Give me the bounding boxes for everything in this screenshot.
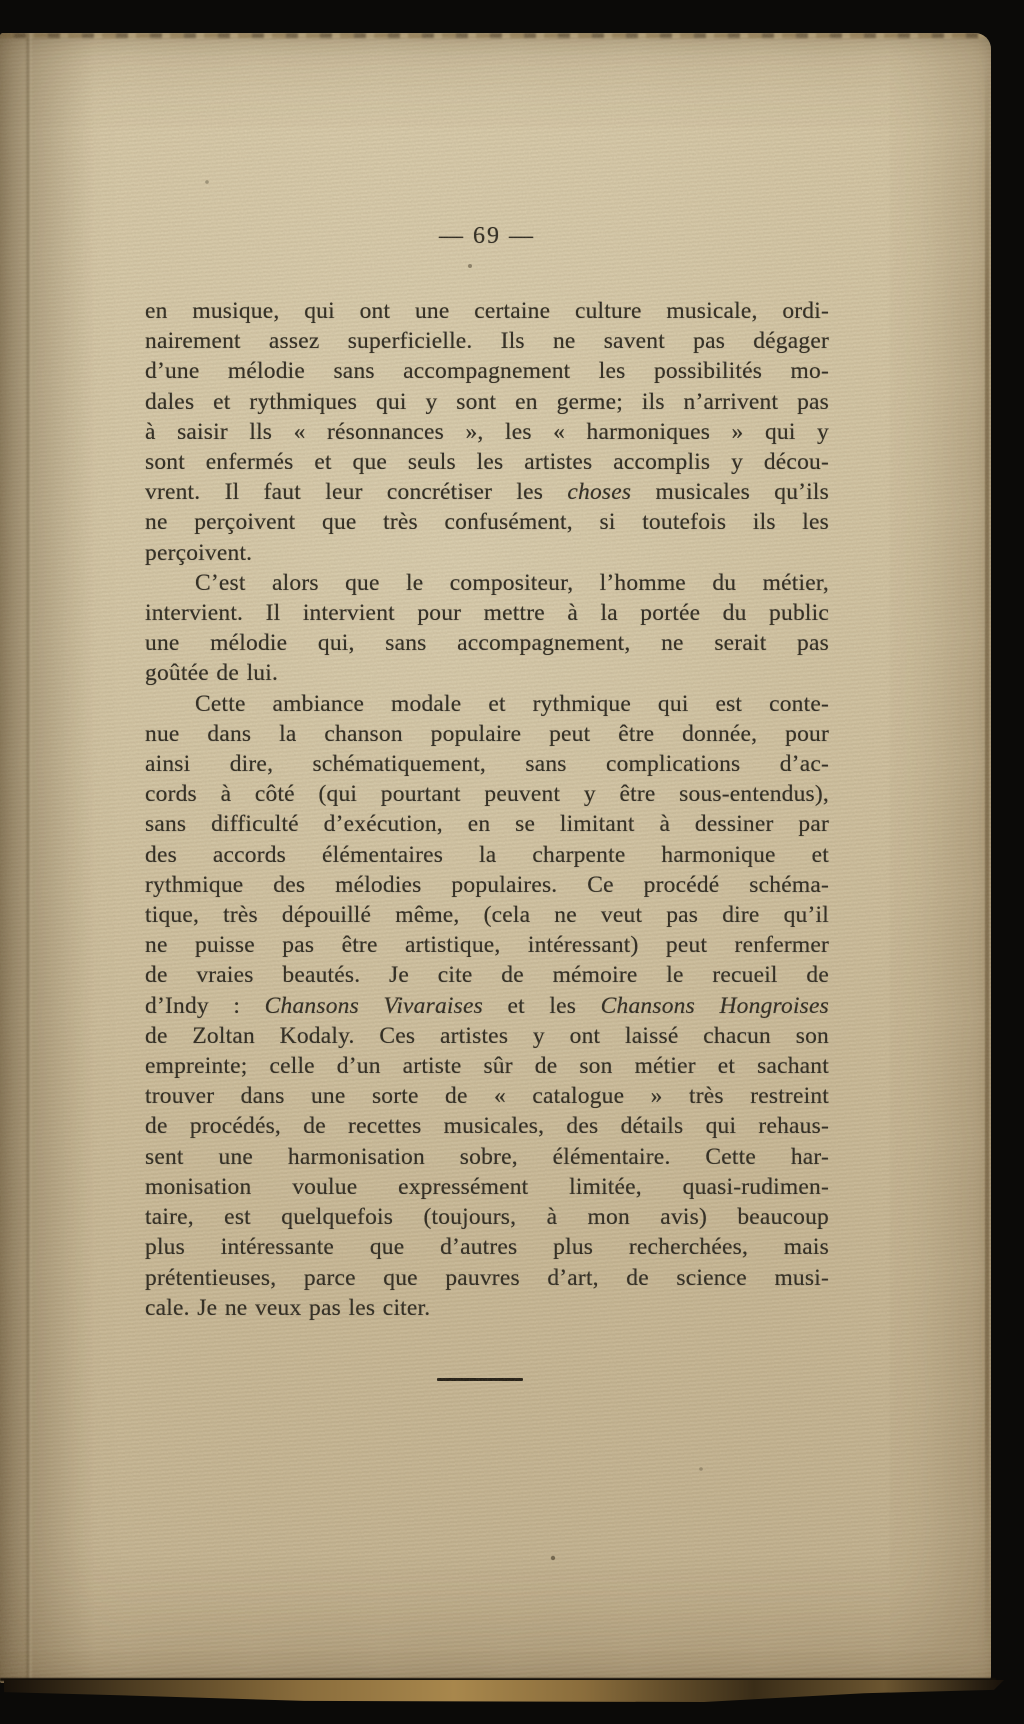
text-segment: de vraies beautés. Je cite de mémoire le recueil de bbox=[145, 962, 829, 989]
text-line bbox=[145, 658, 829, 688]
text-segment: ne perçoivent que très confusément, si toutefois ils les bbox=[145, 509, 829, 536]
text-line bbox=[145, 447, 829, 477]
text-line bbox=[145, 507, 829, 537]
text-segment: une mélodie qui, sans accompagnement, ne serait pas bbox=[145, 630, 829, 657]
text-line bbox=[145, 1021, 829, 1051]
text-segment: nue dans la chanson populaire peut être donnée, pour bbox=[145, 720, 829, 747]
text-line bbox=[145, 779, 829, 809]
text-segment: et les bbox=[482, 992, 601, 1019]
text-line bbox=[145, 568, 829, 598]
text-segment: musicales qu’ils bbox=[631, 479, 829, 506]
paper-specks bbox=[0, 33, 2, 35]
text-segment: empreinte; celle d’un artiste sûr de son métier et sachant bbox=[145, 1053, 829, 1080]
end-of-section-rule bbox=[437, 1378, 523, 1381]
text-line bbox=[145, 1293, 829, 1323]
text-line bbox=[145, 809, 829, 839]
text-line bbox=[145, 1263, 829, 1293]
text-segment: goûtée de lui. bbox=[145, 660, 279, 687]
text-line bbox=[145, 628, 829, 658]
text-line bbox=[145, 840, 829, 870]
text-line bbox=[145, 991, 829, 1021]
page-stack-edge bbox=[4, 1680, 1004, 1702]
text-segment: sont enfermés et que seuls les artistes accomplis y décou- bbox=[145, 449, 829, 476]
text-segment: ainsi dire, schématiquement, sans complications d’ac- bbox=[145, 751, 829, 778]
text-line bbox=[145, 900, 829, 930]
text-segment: d’une mélodie sans accompagnement les possibilités mo- bbox=[145, 358, 829, 385]
text-line bbox=[145, 719, 829, 749]
text-line bbox=[145, 1202, 829, 1232]
text-line bbox=[145, 1051, 829, 1081]
text-segment: en musique, qui ont une certaine culture musicale, ordi- bbox=[145, 298, 829, 324]
text-segment: des accords élémentaires la charpente harmonique et bbox=[145, 841, 829, 868]
text-segment: dales et rythmiques qui y sont en germe; ils n’arrivent pas bbox=[145, 388, 829, 415]
text-line bbox=[145, 1142, 829, 1172]
page-text bbox=[145, 296, 829, 1323]
text-segment: sans difficulté d’exécution, en se limitant à dessiner par bbox=[145, 811, 829, 838]
paragraph bbox=[145, 689, 829, 1323]
text-line bbox=[145, 1172, 829, 1202]
text-segment: perçoivent. bbox=[145, 539, 253, 566]
italic-text-segment: Chansons Vivaraises bbox=[264, 992, 483, 1019]
text-line bbox=[145, 1111, 829, 1141]
text-segment: taire, est quelquefois (toujours, à mon avis) beaucoup bbox=[145, 1204, 829, 1231]
text-segment: rythmique des mélodies populaires. Ce procédé schéma- bbox=[145, 871, 829, 898]
binding-gutter-shadow bbox=[0, 33, 95, 1683]
text-line bbox=[145, 356, 829, 386]
text-segment: de procédés, de recettes musicales, des détails qui rehaus- bbox=[145, 1113, 829, 1140]
text-line bbox=[145, 1081, 829, 1111]
paragraph bbox=[145, 568, 829, 689]
text-segment: à saisir lls « résonnances », les « harmoniques » qui y bbox=[145, 418, 829, 445]
page-number: — 69 — bbox=[439, 223, 535, 249]
text-line bbox=[145, 477, 829, 507]
text-segment: C’est alors que le compositeur, l’homme du métier, bbox=[195, 569, 829, 596]
page-right-edge-shadow bbox=[985, 63, 989, 1643]
text-segment: d’Indy : bbox=[145, 992, 265, 1019]
text-segment: ne puisse pas être artistique, intéressant) peut renfermer bbox=[145, 932, 829, 959]
deckle-top-edge bbox=[0, 33, 991, 38]
text-segment: nairement assez superficielle. Ils ne savent pas dégager bbox=[145, 328, 829, 355]
text-segment: plus intéressante que d’autres plus recherchées, mais bbox=[145, 1234, 829, 1261]
text-segment: tique, très dépouillé même, (cela ne veut pas dire qu’il bbox=[145, 902, 829, 929]
text-line bbox=[145, 296, 829, 326]
text-segment: intervient. Il intervient pour mettre à la portée du public bbox=[145, 600, 829, 627]
book-page bbox=[0, 33, 991, 1683]
text-line bbox=[145, 387, 829, 417]
text-segment: cale. Je ne veux pas les citer. bbox=[145, 1294, 431, 1321]
text-segment: vrent. Il faut leur concrétiser les bbox=[145, 479, 568, 506]
text-segment: prétentieuses, parce que pauvres d’art, de science musi- bbox=[145, 1264, 829, 1291]
text-line bbox=[145, 870, 829, 900]
text-segment: trouver dans une sorte de « catalogue » très restreint bbox=[145, 1083, 829, 1110]
text-line bbox=[145, 326, 829, 356]
text-line bbox=[145, 749, 829, 779]
text-line bbox=[145, 930, 829, 960]
text-line bbox=[145, 689, 829, 719]
text-line bbox=[145, 598, 829, 628]
text-segment: sent une harmonisation sobre, élémentaire. Cette har- bbox=[145, 1143, 829, 1170]
gutter-crease bbox=[26, 33, 32, 1683]
text-line bbox=[145, 538, 829, 568]
paragraph bbox=[145, 296, 829, 568]
italic-text-segment: choses bbox=[567, 479, 632, 506]
text-segment: cords à côté (qui pourtant peuvent y être sous-entendus), bbox=[145, 781, 829, 808]
text-segment: de Zoltan Kodaly. Ces artistes y ont laissé chacun son bbox=[145, 1022, 829, 1049]
text-line bbox=[145, 1232, 829, 1262]
text-segment: monisation voulue expressément limitée, quasi-rudimen- bbox=[145, 1173, 829, 1200]
text-segment: Cette ambiance modale et rythmique qui est conte- bbox=[195, 690, 829, 717]
text-line bbox=[145, 960, 829, 990]
italic-text-segment: Chansons Hongroises bbox=[600, 992, 830, 1019]
text-line bbox=[145, 417, 829, 447]
